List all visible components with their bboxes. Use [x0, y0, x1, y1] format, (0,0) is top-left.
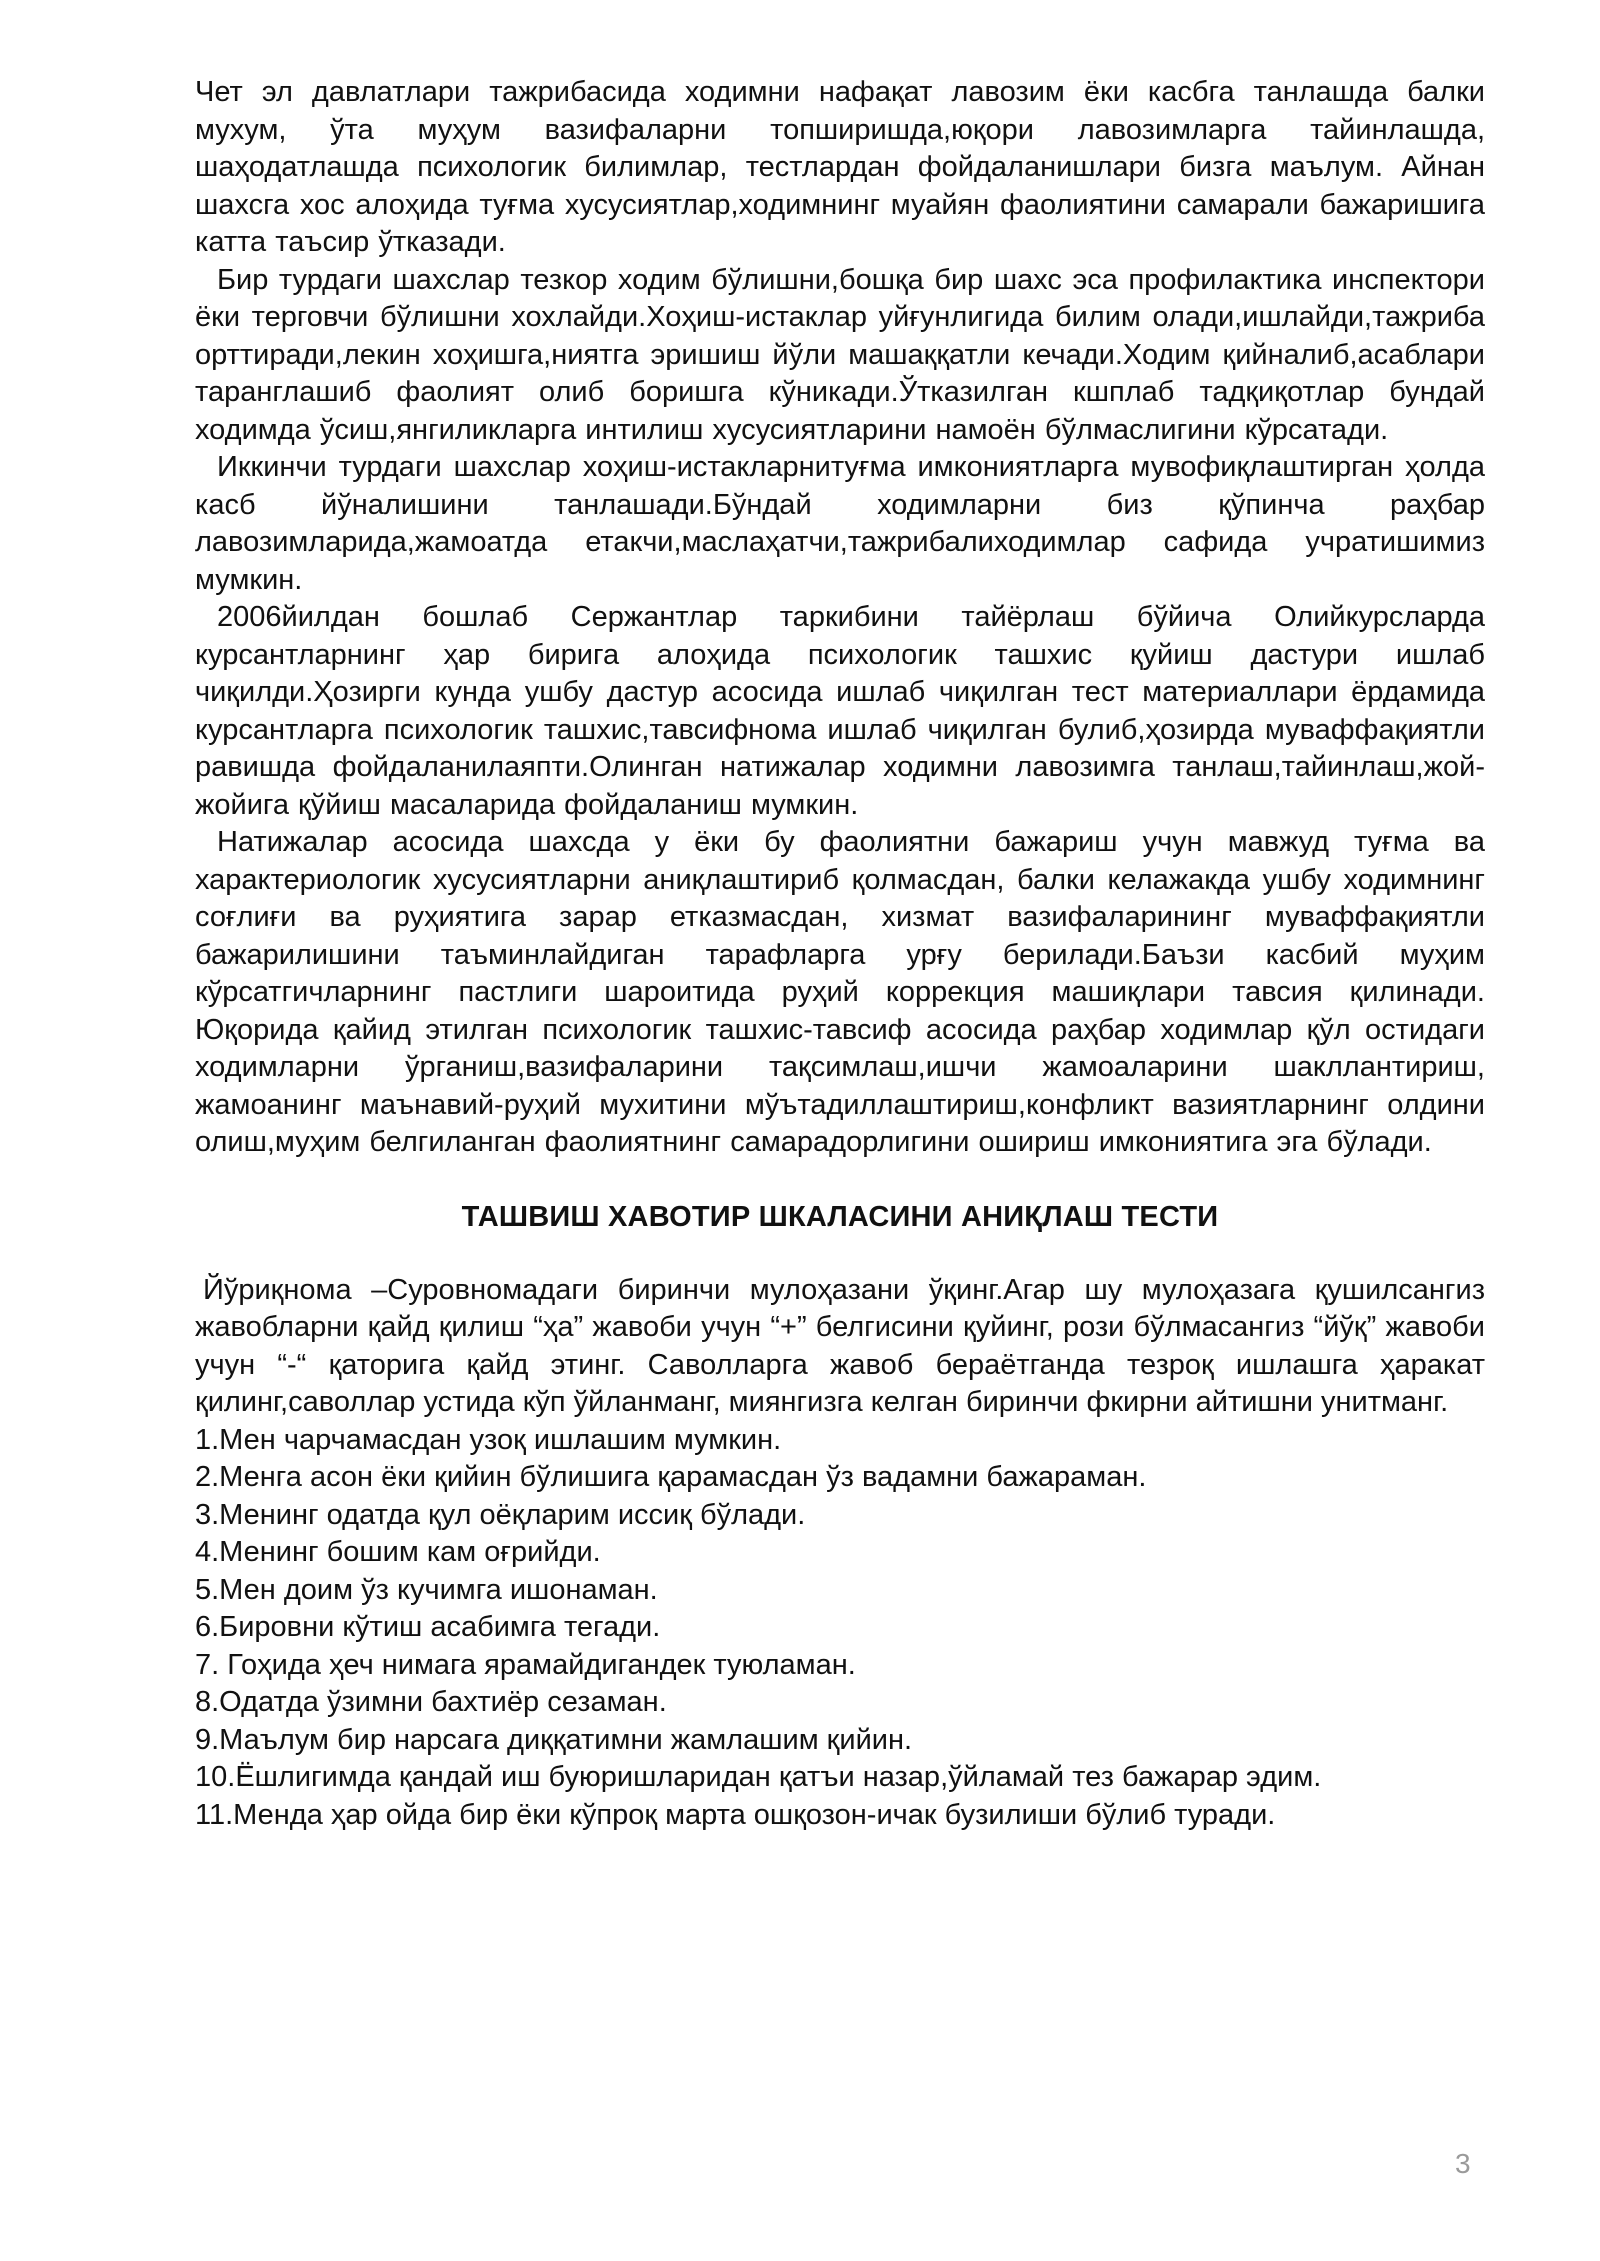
section-heading: ТАШВИШ ХАВОТИР ШКАЛАСИНИ АНИҚЛАШ ТЕСТИ [461, 1200, 1219, 1233]
body-paragraph-5: Натижалар асосида шахсда у ёки бу фаолиятни бажариш учун мавжуд туғма ва характериологик хусусиятларни аниқлаштириб қолмасдан, балки келажакда ушбу ходимнинг соғлиғи ва руҳиятига зарар етказмасдан, хизмат вазифаларининг муваффақиятли бажарилишини таъминлайдиган тарафларга урғу берилади.Баъзи касбий муҳим кўрсатгичларнинг пастлиги шароитида руҳий коррекция машиқлари тавсия қилинади. Юқорида қайид этилган психологик ташхис-тавсиф асосида раҳбар ходимлар қўл остидаги ходимларни ўрганиш,вазифаларини тақсимлаш,ишчи жамоаларини шакллантириш, жамоанинг маънавий-руҳий мухитини мўътадиллаштириш,конфликт вазиятларнинг олдини олиш,муҳим белгиланган фаолиятнинг самарадорлигини ошириш имкониятига эга бўлади. [195, 826, 1485, 1158]
instruction-paragraph: Йўриқнома –Суровномадаги биринчи мулоҳазани ўқинг.Агар шу мулоҳазага қушилсангиз жавобларни қайд қилиш “ҳа” жавоби учун “+” белгисини қуйинг, рози бўлмасангиз “йўқ” жавоби учун “-“ қаторига қайд этинг. Саволларга жавоб бераётганда тезроқ ишлашга ҳаракат қилинг,саволлар устида кўп ўйланманг, миянгизга келган биринчи фкирни айтишни унитманг. [195, 1273, 1485, 1418]
body-paragraph-2: Бир турдаги шахслар тезкор ходим бўлишни,бошқа бир шахс эса профилактика инспектори ёки терговчи бўлишни хохлайди.Хоҳиш-истаклар уйғунлигида билим олади,ишлайди,тажриба орттиради,лекин хоҳишга,ниятга эришиш йўли машаққатли кечади.Ходим қийналиб,асаблари таранглашиб фаолият олиб боришга кўникади.Ўтказилган кшплаб тадқиқотлар бундай ходимда ўсиш,янгиликларга интилиш хусусиятларини намоён бўлмаслигини кўрсатади. [195, 263, 1485, 446]
question-item: 7. Гоҳида ҳеч нимага ярамайдигандек туюламан. [195, 1648, 856, 1681]
question-item: 4.Менинг бошим кам оғрийди. [195, 1536, 601, 1568]
question-item: 3.Менинг одатда қул оёқларим иссиқ бўлади. [195, 1498, 806, 1531]
document-page [195, 74, 1485, 1834]
question-item: 6.Бировни кўтиш асабимга тегади. [195, 1611, 661, 1643]
question-item: 10.Ёшлигимда қандай иш буюришларидан қатъи назар,ўйламай тез бажарар эдим. [195, 1761, 1322, 1793]
question-item: 8.Одатда ўзимни бахтиёр сезаман. [195, 1686, 667, 1718]
body-paragraph-1: Чет эл давлатлари тажрибасида ходимни нафақат лавозим ёки касбга танлашда балки мухум, ўта муҳум вазифаларни топширишда,юқори лавозимларга тайинлашда, шаҳодатлашда психологик билимлар, тестлардан фойдаланишлари бизга маълум. Айнан шахсга хос алоҳида туғма хусусиятлар,ходимнинг муайян фаолиятини самарали бажаришига катта таъсир ўтказади. [195, 76, 1485, 258]
question-item: 11.Менда ҳар ойда бир ёки кўпроқ марта ошқозон-ичак бузилиши бўлиб туради. [195, 1798, 1276, 1831]
question-item: 5.Мен доим ўз кучимга ишонаман. [195, 1573, 658, 1606]
body-paragraph-3: Иккинчи турдаги шахслар хоҳиш-истакларнитуғма имкониятларга мувофиқлаштирган ҳолда касб йўналишини танлашади.Бўндай ходимларни биз қўпинча раҳбар лавозимларида,жамоатда етакчи,маслаҳатчи,тажрибалиходимлар сафида учратишимиз мумкин. [195, 451, 1485, 596]
question-item: 1.Мен чарчамасдан узоқ ишлашим мумкин. [195, 1423, 782, 1456]
question-list [195, 1422, 1485, 1835]
body-paragraph-4: 2006йилдан бошлаб Сержантлар таркибини тайёрлаш бўйича Олийкурсларда курсантларнинг ҳар бирига алоҳида психологик ташхис қуйиш дастури ишлаб чиқилди.Ҳозирги кунда ушбу дастур асосида ишлаб чиқилган тест материаллари ёрдамида курсантларга психологик ташхис,тавсифнома ишлаб чиқилган булиб,ҳозирда муваффақиятли равишда фойдаланилаяпти.Олинган натижалар ходимни лавозимга танлаш,тайинлаш,жой-жойига қўйиш масаларида фойдаланиш мумкин. [195, 601, 1485, 821]
question-item: 2.Менга асон ёки қийин бўлишига қарамасдан ўз вадамни бажараман. [195, 1461, 1147, 1493]
page-number: 3 [1455, 2148, 1471, 2179]
question-item: 9.Маълум бир нарсага диққатимни жамлашим қийин. [195, 1723, 913, 1756]
